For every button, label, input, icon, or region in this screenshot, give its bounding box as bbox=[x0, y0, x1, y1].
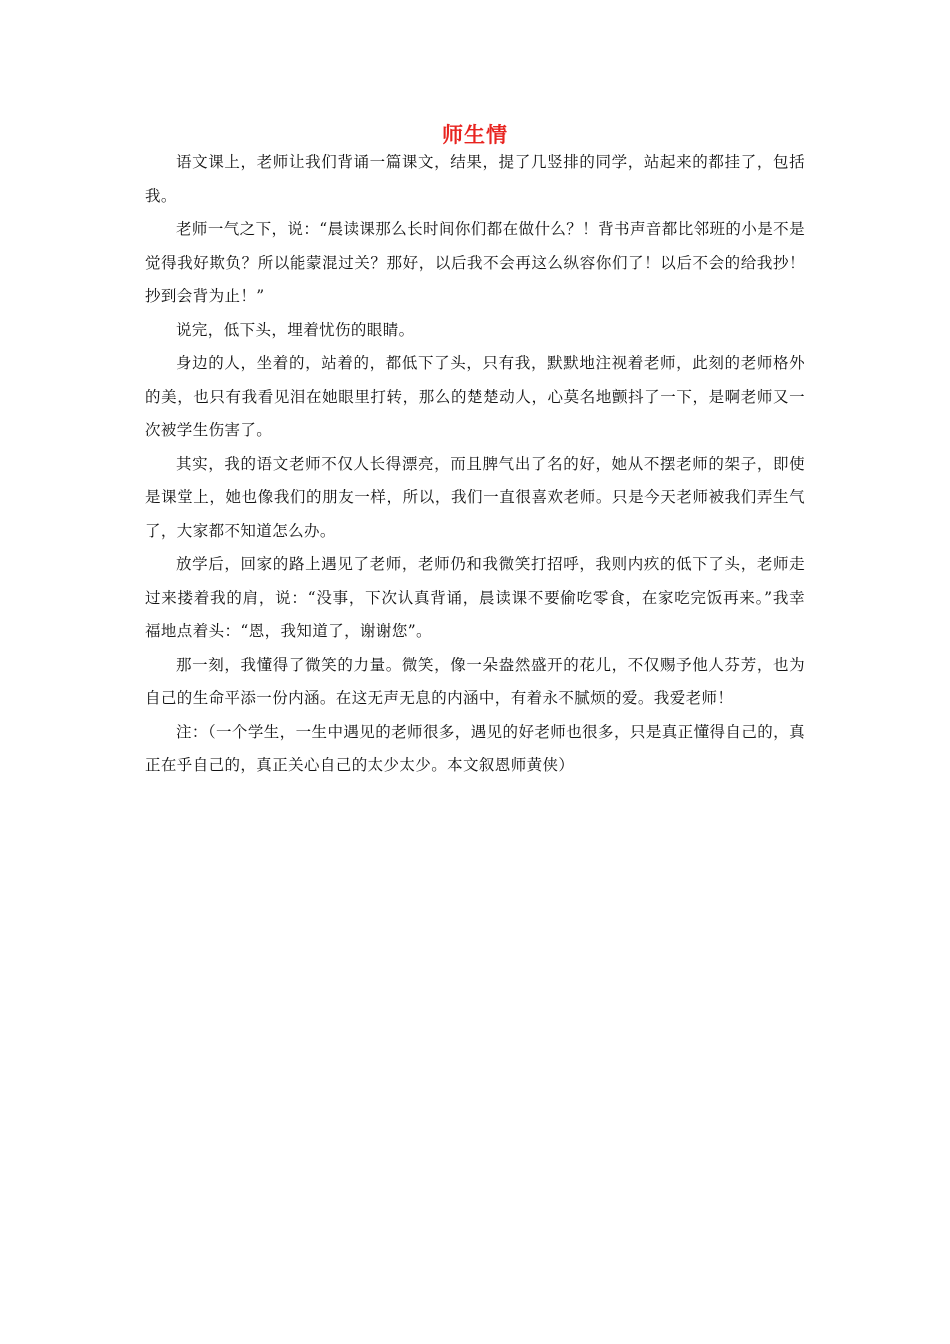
paragraph-2: 老师一气之下，说：“晨读课那么长时间你们都在做什么？！背书声音都比邻班的小是不是觉得我好欺负？所以能蒙混过关？那好，以后我不会再这么纵容你们了！以后不会的给我抄！抄到会背为止！” bbox=[145, 220, 805, 305]
paragraph-5: 其实，我的语文老师不仅人长得漂亮，而且脾气出了名的好，她从不摆老师的架子，即使是课堂上，她也像我们的朋友一样，所以，我们一直很喜欢老师。只是今天老师被我们弄生气了，大家都不知道怎么办。 bbox=[145, 454, 805, 540]
document-body bbox=[145, 146, 805, 783]
paragraph-3: 说完，低下头，埋着忧伤的眼睛。 bbox=[176, 320, 415, 339]
paragraph-4: 身边的人，坐着的，站着的，都低下了头，只有我，默默地注视着老师，此刻的老师格外的美，也只有我看见泪在她眼里打转，那么的楚楚动人，心莫名地颤抖了一下，是啊老师又一次被学生伤害了。 bbox=[145, 354, 805, 439]
paragraph-note: 注：（一个学生，一生中遇见的老师很多，遇见的好老师也很多，只是真正懂得自己的，真正在乎自己的，真正关心自己的太少太少。本文叙恩师黄侠） bbox=[145, 722, 805, 774]
document-title: 师生情 bbox=[442, 123, 508, 147]
paragraph-7: 那一刻，我懂得了微笑的力量。微笑，像一朵盎然盛开的花儿，不仅赐予他人芬芳，也为自己的生命平添一份内涵。在这无声无息的内涵中，有着永不腻烦的爱。我爱老师！ bbox=[145, 655, 805, 707]
paragraph-6: 放学后，回家的路上遇见了老师，老师仍和我微笑打招呼，我则内疚的低下了头，老师走过来搂着我的肩，说：“没事，下次认真背诵，晨读课不要偷吃零食，在家吃完饭再来。”我幸福地点着头：“恩，我知道了，谢谢您”。 bbox=[145, 555, 805, 640]
paragraph-1: 语文课上，老师让我们背诵一篇课文，结果，提了几竖排的同学，站起来的都挂了，包括我。 bbox=[145, 153, 805, 205]
